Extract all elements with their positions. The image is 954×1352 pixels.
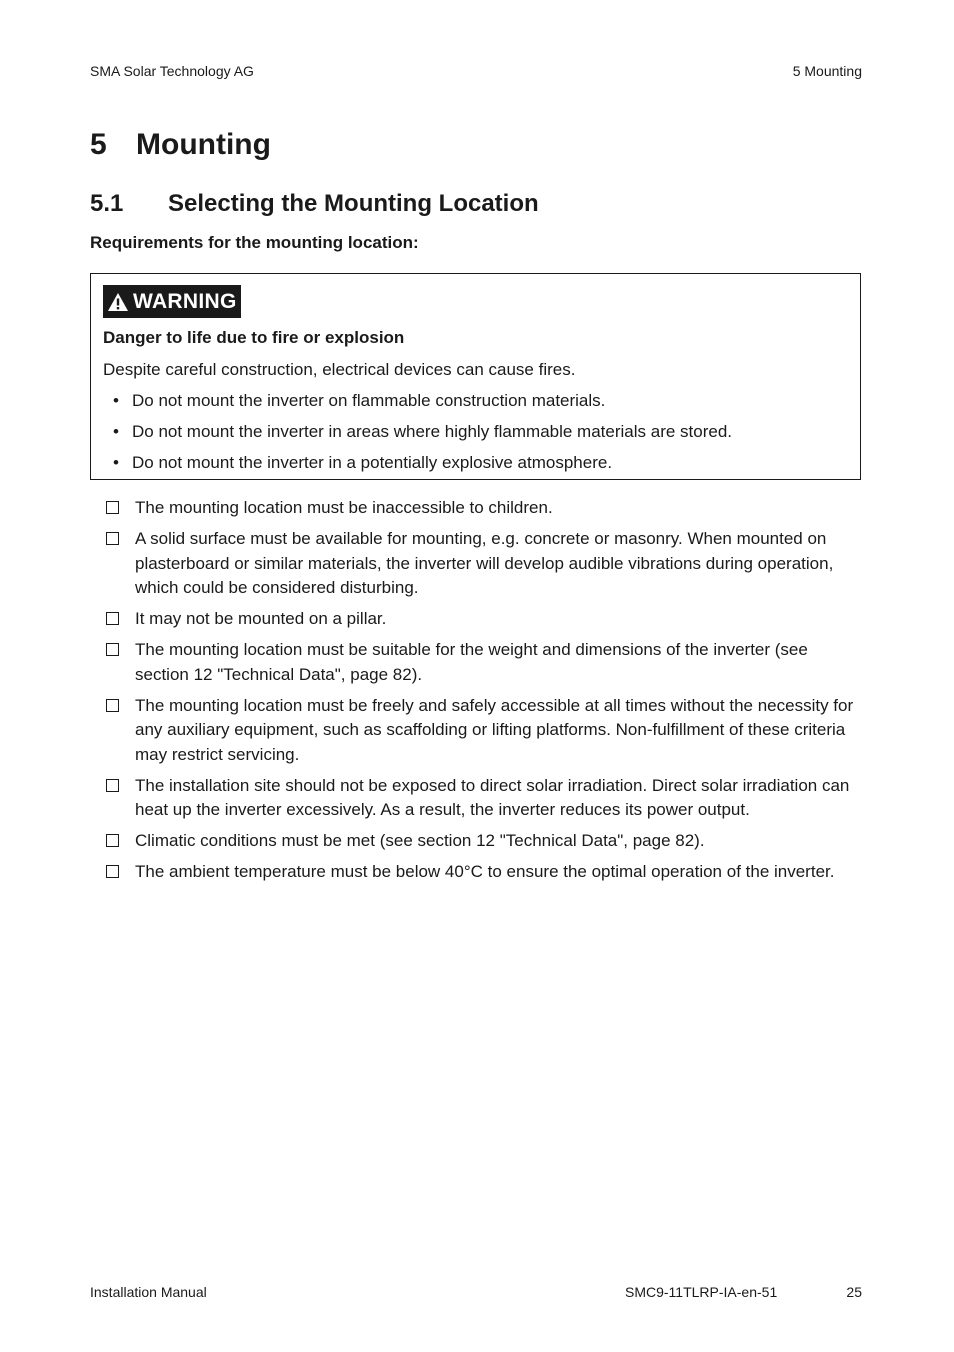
checkbox-icon — [106, 779, 119, 792]
checklist-item-text: The mounting location must be freely and safely accessible at all times without the necessity for any auxiliary equipment, such as scaffolding or lifting platforms. Non-fulfillment of these criteria may restrict servicing. — [135, 695, 854, 764]
bullet-icon: • — [113, 453, 119, 472]
checkbox-icon — [106, 532, 119, 545]
checklist-item — [105, 860, 862, 885]
checklist-item-text: It may not be mounted on a pillar. — [135, 609, 387, 628]
warning-triangle-icon — [107, 292, 129, 312]
checkbox-icon — [106, 834, 119, 847]
checklist-item — [105, 638, 862, 687]
warning-box — [90, 273, 861, 480]
warning-bullet-list — [113, 391, 732, 484]
footer-doc-id: SMC9-11TLRP-IA-en-51 — [625, 1284, 778, 1300]
warning-text: Despite careful construction, electrical devices can cause fires. — [103, 360, 576, 379]
header-chapter: 5 Mounting — [792, 63, 862, 79]
chapter-title-text: Mounting — [136, 128, 271, 161]
footer-page-number: 25 — [846, 1284, 862, 1300]
requirements-checklist — [105, 496, 862, 891]
checklist-item-text: The ambient temperature must be below 40°C to ensure the optimal operation of the inverter. — [135, 862, 835, 881]
warning-bullet — [113, 422, 732, 453]
warning-badge — [103, 285, 241, 318]
checkbox-icon — [106, 501, 119, 514]
checklist-item — [105, 829, 862, 854]
warning-bullet-text: Do not mount the inverter in areas where highly flammable materials are stored. — [132, 422, 733, 441]
warning-bullet-text: Do not mount the inverter in a potentially explosive atmosphere. — [132, 453, 613, 472]
checklist-item-text: Climatic conditions must be met (see section 12 "Technical Data", page 82). — [135, 831, 705, 850]
warning-bullet — [113, 453, 732, 484]
chapter-title — [90, 128, 271, 162]
footer-doc-type: Installation Manual — [90, 1284, 207, 1300]
checklist-item-text: The installation site should not be exposed to direct solar irradiation. Direct solar irradiation can heat up the inverter excessively. As a result, the inverter reduces its power output. — [135, 775, 850, 819]
bullet-icon: • — [113, 391, 119, 410]
checklist-item-text: A solid surface must be available for mounting, e.g. concrete or masonry. When mounted on plasterboard or similar materials, the inverter will develop audible vibrations during operation, which could be considered disturbing. — [135, 529, 834, 597]
checklist-item-text: The mounting location must be inaccessible to children. — [135, 498, 553, 517]
requirements-heading: Requirements for the mounting location: — [90, 233, 419, 252]
warning-bullet-text: Do not mount the inverter on flammable construction materials. — [132, 391, 606, 410]
checkbox-icon — [106, 699, 119, 712]
section-title — [90, 190, 539, 218]
checkbox-icon — [106, 643, 119, 656]
checklist-item-text: The mounting location must be suitable for the weight and dimensions of the inverter (see section 12 "Technical Data", page 82). — [135, 640, 808, 684]
checklist-item — [105, 774, 862, 823]
warning-title: Danger to life due to fire or explosion — [103, 328, 405, 347]
section-title-text: Selecting the Mounting Location — [168, 190, 539, 217]
checklist-item — [105, 694, 862, 768]
bullet-icon: • — [113, 422, 119, 441]
warning-bullet — [113, 391, 732, 422]
section-number: 5.1 — [90, 190, 124, 217]
checklist-item — [105, 496, 862, 521]
checkbox-icon — [106, 612, 119, 625]
checkbox-icon — [106, 865, 119, 878]
checklist-item — [105, 607, 862, 632]
checklist-item — [105, 527, 862, 601]
header-company: SMA Solar Technology AG — [90, 63, 254, 79]
warning-label: WARNING — [133, 289, 237, 313]
chapter-number: 5 — [90, 128, 107, 161]
